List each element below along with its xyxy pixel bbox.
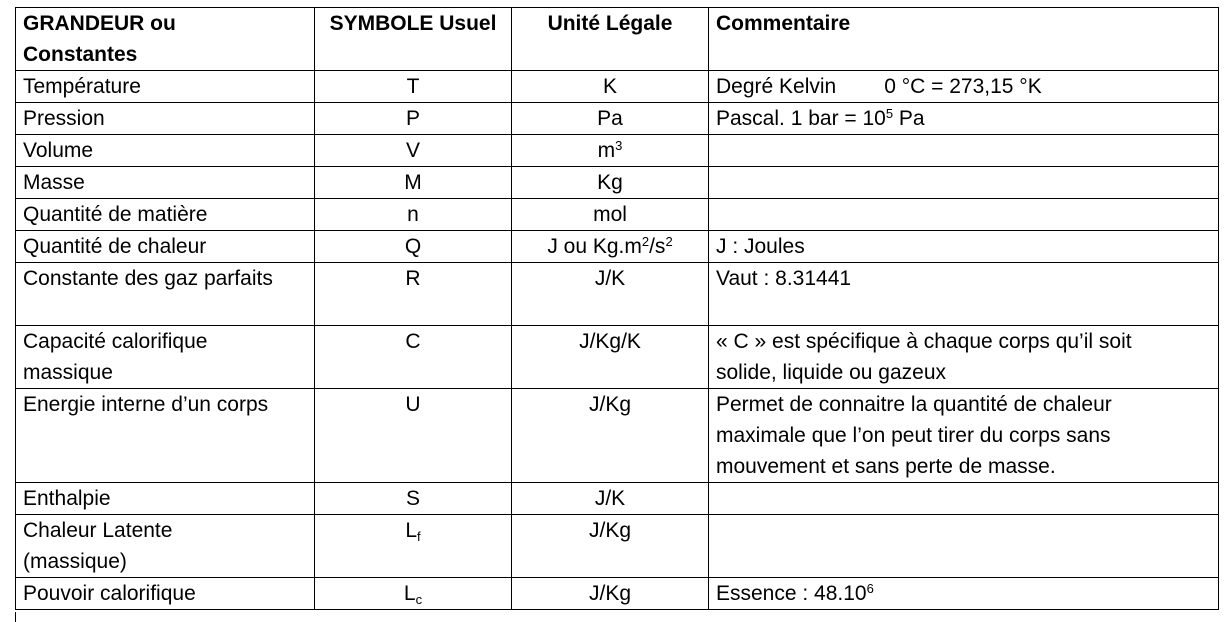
cell-grandeur: Enthalpie <box>16 483 315 515</box>
cell-symbole: V <box>315 135 512 167</box>
cell-unite: J/Kg <box>512 515 709 578</box>
cell-unite: Pa <box>512 103 709 135</box>
cell-unite: J/K <box>512 483 709 515</box>
table-row <box>16 199 1219 231</box>
unite-text: m <box>597 139 616 162</box>
table-row <box>16 326 1219 389</box>
table-row <box>16 103 1219 135</box>
cell-symbole: n <box>315 199 512 231</box>
table-row <box>16 578 1219 610</box>
cell-grandeur: Quantité de chaleur <box>16 231 315 263</box>
cell-commentaire: « C » est spécifique à chaque corps qu’il soit solide, liquide ou gazeux <box>709 326 1219 389</box>
table-continuation-edge <box>15 612 16 622</box>
symbole-text: L <box>405 519 418 542</box>
cell-commentaire: Permet de connaitre la quantité de chaleur maximale que l’on peut tirer du corps sans mouvement et sans perte de masse. <box>709 389 1219 483</box>
cell-symbole: Q <box>315 231 512 263</box>
commentaire-text: Pascal. 1 bar = 10 <box>716 107 886 130</box>
cell-grandeur: Capacité calorifique massique <box>16 326 315 389</box>
commentaire-exponent: 5 <box>885 106 894 121</box>
cell-unite: J/K <box>512 263 709 326</box>
cell-grandeur: Volume <box>16 135 315 167</box>
commentaire-text: Degré Kelvin <box>716 75 837 98</box>
cell-commentaire: J : Joules <box>709 231 1219 263</box>
cell-symbole: U <box>315 389 512 483</box>
unite-exponent: 2 <box>641 234 650 249</box>
header-symbole: SYMBOLE Usuel <box>315 8 512 71</box>
table-row <box>16 135 1219 167</box>
symbole-index: c <box>415 592 423 607</box>
table-row <box>16 231 1219 263</box>
cell-symbole: R <box>315 263 512 326</box>
cell-commentaire <box>709 578 1219 610</box>
unite-exponent: 3 <box>615 138 623 153</box>
cell-commentaire <box>709 199 1219 231</box>
cell-grandeur: Masse <box>16 167 315 199</box>
cell-grandeur: Pression <box>16 103 315 135</box>
table-row <box>16 389 1219 483</box>
cell-symbole: M <box>315 167 512 199</box>
cell-commentaire <box>709 483 1219 515</box>
grandeurs-table <box>15 7 1219 610</box>
cell-unite: J/Kg <box>512 389 709 483</box>
table-row <box>16 483 1219 515</box>
table-row <box>16 167 1219 199</box>
table-row <box>16 71 1219 103</box>
cell-commentaire <box>709 103 1219 135</box>
cell-unite: Kg <box>512 167 709 199</box>
cell-grandeur: Constante des gaz parfaits <box>16 263 315 326</box>
commentaire-text: Essence : 48.10 <box>716 582 867 605</box>
header-commentaire: Commentaire <box>709 8 1219 71</box>
cell-unite: K <box>512 71 709 103</box>
cell-unite: mol <box>512 199 709 231</box>
cell-commentaire <box>709 167 1219 199</box>
cell-unite <box>512 231 709 263</box>
cell-commentaire <box>709 135 1219 167</box>
cell-grandeur: Température <box>16 71 315 103</box>
commentaire-text: Pa <box>893 107 925 130</box>
cell-symbole <box>315 578 512 610</box>
cell-commentaire: Vaut : 8.31441 <box>709 263 1219 326</box>
cell-grandeur: Quantité de matière <box>16 199 315 231</box>
cell-symbole: S <box>315 483 512 515</box>
header-grandeur: GRANDEUR ou Constantes <box>16 8 315 71</box>
cell-unite: J/Kg <box>512 578 709 610</box>
table-header-row <box>16 8 1219 71</box>
cell-symbole: T <box>315 71 512 103</box>
unite-exponent: 2 <box>665 234 673 249</box>
unite-text: /s <box>649 235 666 258</box>
cell-symbole: P <box>315 103 512 135</box>
cell-commentaire <box>709 71 1219 103</box>
symbole-index: f <box>417 529 421 544</box>
cell-grandeur: Chaleur Latente (massique) <box>16 515 315 578</box>
cell-symbole: C <box>315 326 512 389</box>
cell-unite: J/Kg/K <box>512 326 709 389</box>
cell-symbole <box>315 515 512 578</box>
cell-grandeur: Pouvoir calorifique <box>16 578 315 610</box>
symbole-text: L <box>403 582 416 605</box>
cell-commentaire <box>709 515 1219 578</box>
commentaire-text: 0 °C = 273,15 °K <box>884 75 1042 98</box>
cell-unite <box>512 135 709 167</box>
header-unite: Unité Légale <box>512 8 709 71</box>
table-row <box>16 515 1219 578</box>
cell-grandeur: Energie interne d’un corps <box>16 389 315 483</box>
commentaire-exponent: 6 <box>866 581 874 596</box>
unite-text: J ou Kg.m <box>547 235 642 258</box>
table-row <box>16 263 1219 326</box>
